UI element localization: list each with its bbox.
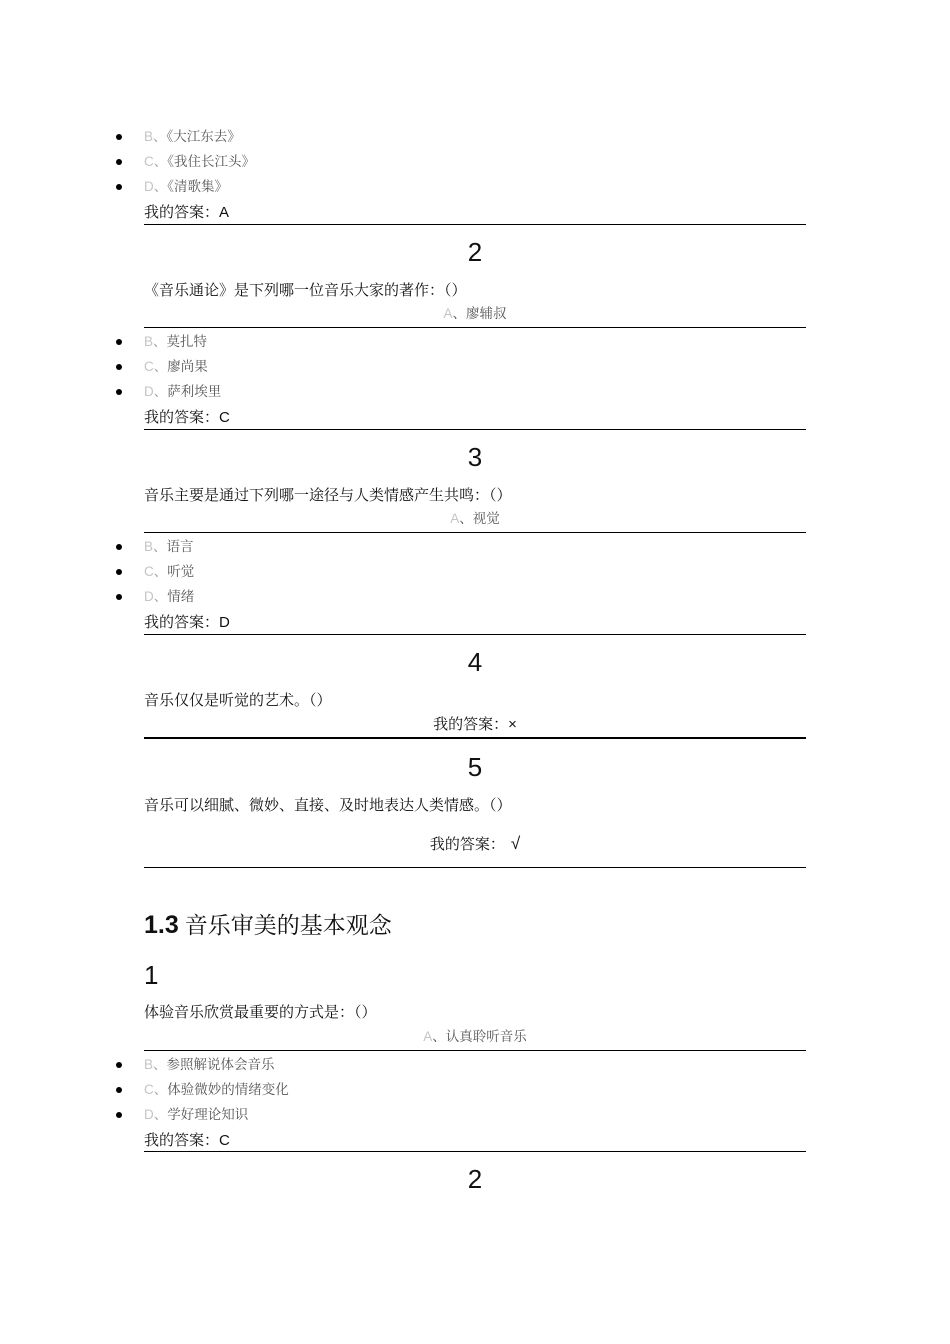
my-answer <box>144 714 806 735</box>
option-letter: D <box>144 384 154 399</box>
question-text: 音乐主要是通过下列哪一途径与人类情感产生共鸣：（） <box>144 486 512 504</box>
divider <box>144 867 806 868</box>
answer-label: 我的答案： <box>144 408 220 426</box>
option-letter: A <box>443 306 453 321</box>
option-b <box>144 538 194 556</box>
bullet <box>116 389 122 395</box>
option-b <box>144 333 207 351</box>
option-letter: C <box>144 154 154 169</box>
separator: 、 <box>153 334 167 350</box>
separator: 、 <box>459 511 473 527</box>
bullet <box>116 594 122 600</box>
option-d <box>144 588 194 606</box>
bullet <box>116 569 122 575</box>
option-a <box>144 510 806 528</box>
option-d <box>144 1106 248 1124</box>
option-text: 学好理论知识 <box>167 1107 249 1123</box>
option-letter: C <box>144 564 154 579</box>
separator: 、 <box>153 1107 168 1123</box>
divider <box>144 224 806 225</box>
separator: 、 <box>153 564 168 580</box>
answer-value: A <box>219 204 230 221</box>
answer-value: C <box>219 1132 230 1149</box>
option-letter: D <box>144 179 154 194</box>
option-c <box>144 153 255 171</box>
separator: 、 <box>153 359 168 375</box>
question-text: 《音乐通论》是下列哪一位音乐大家的著作：（） <box>144 281 467 299</box>
my-answer <box>144 202 229 223</box>
divider <box>144 634 806 635</box>
option-text: 体验微妙的情绪变化 <box>167 1082 289 1098</box>
option-text: 认真聆听音乐 <box>445 1029 527 1045</box>
separator: 、 <box>153 1082 168 1098</box>
question-text: 音乐可以细腻、微妙、直接、及时地表达人类情感。（） <box>144 796 512 814</box>
question-text: 音乐仅仅是听觉的艺术。（） <box>144 691 332 709</box>
option-text: 《大江东去》 <box>166 129 241 145</box>
option-letter: C <box>144 359 154 374</box>
option-text: 情绪 <box>167 589 195 605</box>
my-answer <box>144 407 230 428</box>
question-number: 3 <box>467 442 483 472</box>
my-answer <box>144 834 806 854</box>
option-letter: B <box>144 129 154 144</box>
option-text: 萨利埃里 <box>167 384 222 400</box>
question-number: 5 <box>467 752 483 782</box>
answer-value: C <box>219 409 230 426</box>
bullet <box>116 184 122 190</box>
option-letter: D <box>144 589 154 604</box>
option-letter: A <box>450 511 460 526</box>
separator: 、 <box>153 384 168 400</box>
separator: 、 <box>153 129 167 145</box>
option-a <box>144 1028 806 1046</box>
option-a <box>144 305 806 323</box>
separator: 、 <box>153 539 167 555</box>
divider <box>144 532 806 533</box>
option-letter: B <box>144 1057 154 1072</box>
bullet <box>116 1087 122 1093</box>
divider <box>144 1151 806 1152</box>
option-d <box>144 383 221 401</box>
question-number: 2 <box>467 237 483 267</box>
separator: 、 <box>452 306 466 322</box>
option-text: 莫扎特 <box>166 334 208 350</box>
answer-label: 我的答案： <box>144 613 220 631</box>
option-letter: C <box>144 1082 154 1097</box>
option-text: 语言 <box>166 539 194 555</box>
bullet <box>116 339 122 345</box>
answer-value: × <box>508 716 517 733</box>
separator: 、 <box>153 179 168 195</box>
question-text: 体验音乐欣赏最重要的方式是：（） <box>144 1003 377 1021</box>
divider <box>144 327 806 328</box>
question-number: 4 <box>467 647 483 677</box>
bullet <box>116 364 122 370</box>
option-letter: B <box>144 334 154 349</box>
my-answer <box>144 1130 230 1151</box>
section-number: 1.3 <box>144 911 179 939</box>
option-text: 《我住长江头》 <box>167 154 255 170</box>
option-c <box>144 1081 289 1099</box>
bullet <box>116 1062 122 1068</box>
separator: 、 <box>432 1029 446 1045</box>
my-answer <box>144 612 230 633</box>
option-letter: B <box>144 539 154 554</box>
question-number: 1 <box>144 960 159 990</box>
section-title-text: 音乐审美的基本观念 <box>184 913 392 939</box>
section-heading <box>144 910 392 941</box>
option-c <box>144 563 194 581</box>
divider <box>144 737 806 739</box>
option-text: 视觉 <box>472 511 500 527</box>
question-number: 2 <box>467 1164 483 1194</box>
divider <box>144 429 806 430</box>
bullet <box>116 1112 122 1118</box>
option-letter: D <box>144 1107 154 1122</box>
divider <box>144 1050 806 1051</box>
answer-label: 我的答案： <box>144 1131 220 1149</box>
separator: 、 <box>153 1057 167 1073</box>
option-d <box>144 178 228 196</box>
option-text: 《清歌集》 <box>167 179 228 195</box>
option-b <box>144 1056 275 1074</box>
option-c <box>144 358 208 376</box>
answer-value: D <box>219 614 230 631</box>
separator: 、 <box>153 589 168 605</box>
option-text: 听觉 <box>167 564 195 580</box>
option-text: 廖辅叔 <box>466 306 507 322</box>
option-text: 参照解说体会音乐 <box>166 1057 275 1073</box>
answer-label: 我的答案： <box>433 715 509 733</box>
answer-label: 我的答案： <box>144 203 220 221</box>
answer-value: √ <box>510 834 521 853</box>
option-text: 廖尚果 <box>167 359 208 375</box>
bullet <box>116 159 122 165</box>
option-b <box>144 128 241 146</box>
answer-label: 我的答案： <box>429 835 505 853</box>
bullet <box>116 544 122 550</box>
separator: 、 <box>153 154 168 170</box>
option-letter: A <box>423 1029 433 1044</box>
bullet <box>116 134 122 140</box>
